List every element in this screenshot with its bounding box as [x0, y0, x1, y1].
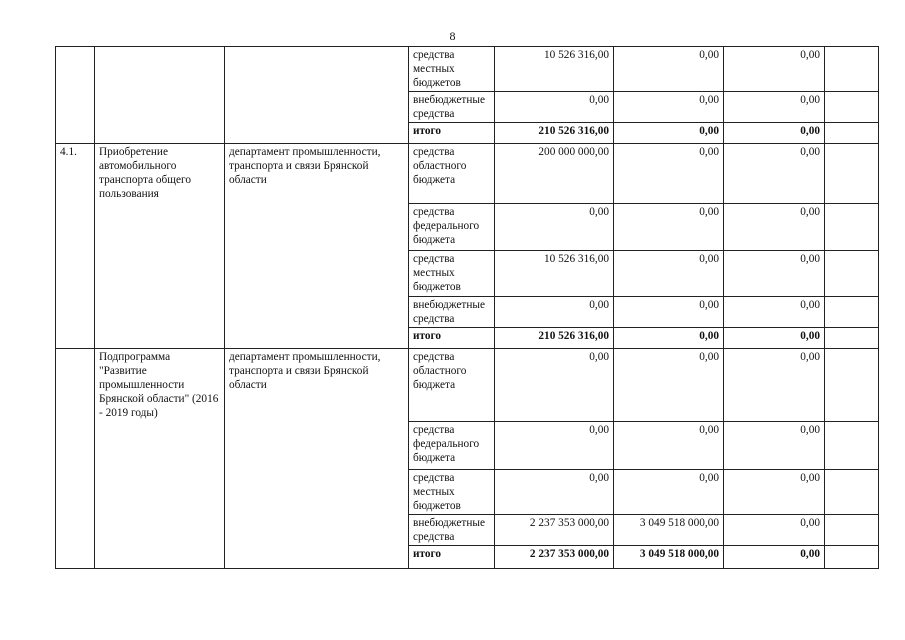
total-value: 0,00 — [614, 328, 724, 349]
table-row — [56, 47, 879, 92]
empty-cell — [825, 546, 879, 569]
value-cell: 0,00 — [614, 144, 724, 204]
source-cell: внебюджетные средства — [409, 297, 495, 328]
source-cell: средства областного бюджета — [409, 144, 495, 204]
empty-cell — [825, 422, 879, 470]
total-value: 0,00 — [724, 123, 825, 144]
value-cell: 0,00 — [495, 422, 614, 470]
number-cell — [56, 349, 95, 569]
value-cell: 0,00 — [614, 92, 724, 123]
source-cell: средства областного бюджета — [409, 349, 495, 422]
number-cell: 4.1. — [56, 144, 95, 349]
total-label: итого — [409, 328, 495, 349]
empty-cell — [825, 144, 879, 204]
total-value: 0,00 — [724, 546, 825, 569]
total-value: 210 526 316,00 — [495, 328, 614, 349]
total-label: итого — [409, 546, 495, 569]
value-cell: 0,00 — [724, 349, 825, 422]
table-row — [56, 349, 879, 422]
value-cell: 0,00 — [495, 349, 614, 422]
value-cell: 0,00 — [724, 422, 825, 470]
source-cell: внебюджетные средства — [409, 515, 495, 546]
total-value: 0,00 — [614, 123, 724, 144]
source-cell: средства местных бюджетов — [409, 470, 495, 515]
source-cell: внебюджетные средства — [409, 92, 495, 123]
value-cell: 200 000 000,00 — [495, 144, 614, 204]
value-cell: 0,00 — [495, 92, 614, 123]
page-number: 8 — [449, 29, 456, 43]
executor-cell: департамент промышленности, транспорта и связи Брянской области — [225, 349, 409, 569]
value-cell: 0,00 — [614, 349, 724, 422]
number-cell — [56, 47, 95, 144]
value-cell: 10 526 316,00 — [495, 47, 614, 92]
total-label: итого — [409, 123, 495, 144]
value-cell: 0,00 — [495, 204, 614, 251]
source-cell: средства федерального бюджета — [409, 204, 495, 251]
empty-cell — [825, 297, 879, 328]
empty-cell — [825, 470, 879, 515]
value-cell: 0,00 — [495, 470, 614, 515]
value-cell: 3 049 518 000,00 — [614, 515, 724, 546]
value-cell: 0,00 — [614, 251, 724, 297]
executor-cell: департамент промышленности, транспорта и связи Брянской области — [225, 144, 409, 349]
source-cell: средства местных бюджетов — [409, 47, 495, 92]
empty-cell — [825, 47, 879, 92]
value-cell: 10 526 316,00 — [495, 251, 614, 297]
empty-cell — [825, 204, 879, 251]
total-value: 3 049 518 000,00 — [614, 546, 724, 569]
name-cell: Подпрограмма "Развитие промышленности Брянской области" (2016 - 2019 годы) — [95, 349, 225, 569]
empty-cell — [825, 251, 879, 297]
value-cell: 0,00 — [724, 470, 825, 515]
value-cell: 0,00 — [495, 297, 614, 328]
source-cell: средства федерального бюджета — [409, 422, 495, 470]
total-value: 210 526 316,00 — [495, 123, 614, 144]
name-cell — [95, 47, 225, 144]
empty-cell — [825, 328, 879, 349]
empty-cell — [825, 349, 879, 422]
value-cell: 0,00 — [724, 251, 825, 297]
value-cell: 0,00 — [614, 470, 724, 515]
value-cell: 0,00 — [724, 144, 825, 204]
value-cell: 0,00 — [724, 47, 825, 92]
value-cell: 0,00 — [724, 92, 825, 123]
name-cell: Приобретение автомобильного транспорта общего пользования — [95, 144, 225, 349]
funding-table — [55, 46, 879, 569]
empty-cell — [825, 92, 879, 123]
table-row — [56, 144, 879, 204]
total-value: 0,00 — [724, 328, 825, 349]
value-cell: 0,00 — [724, 297, 825, 328]
value-cell: 0,00 — [724, 204, 825, 251]
value-cell: 0,00 — [614, 47, 724, 92]
empty-cell — [825, 123, 879, 144]
value-cell: 0,00 — [614, 297, 724, 328]
value-cell: 0,00 — [614, 422, 724, 470]
empty-cell — [825, 515, 879, 546]
source-cell: средства местных бюджетов — [409, 251, 495, 297]
value-cell: 0,00 — [724, 515, 825, 546]
value-cell: 2 237 353 000,00 — [495, 515, 614, 546]
executor-cell — [225, 47, 409, 144]
total-value: 2 237 353 000,00 — [495, 546, 614, 569]
value-cell: 0,00 — [614, 204, 724, 251]
